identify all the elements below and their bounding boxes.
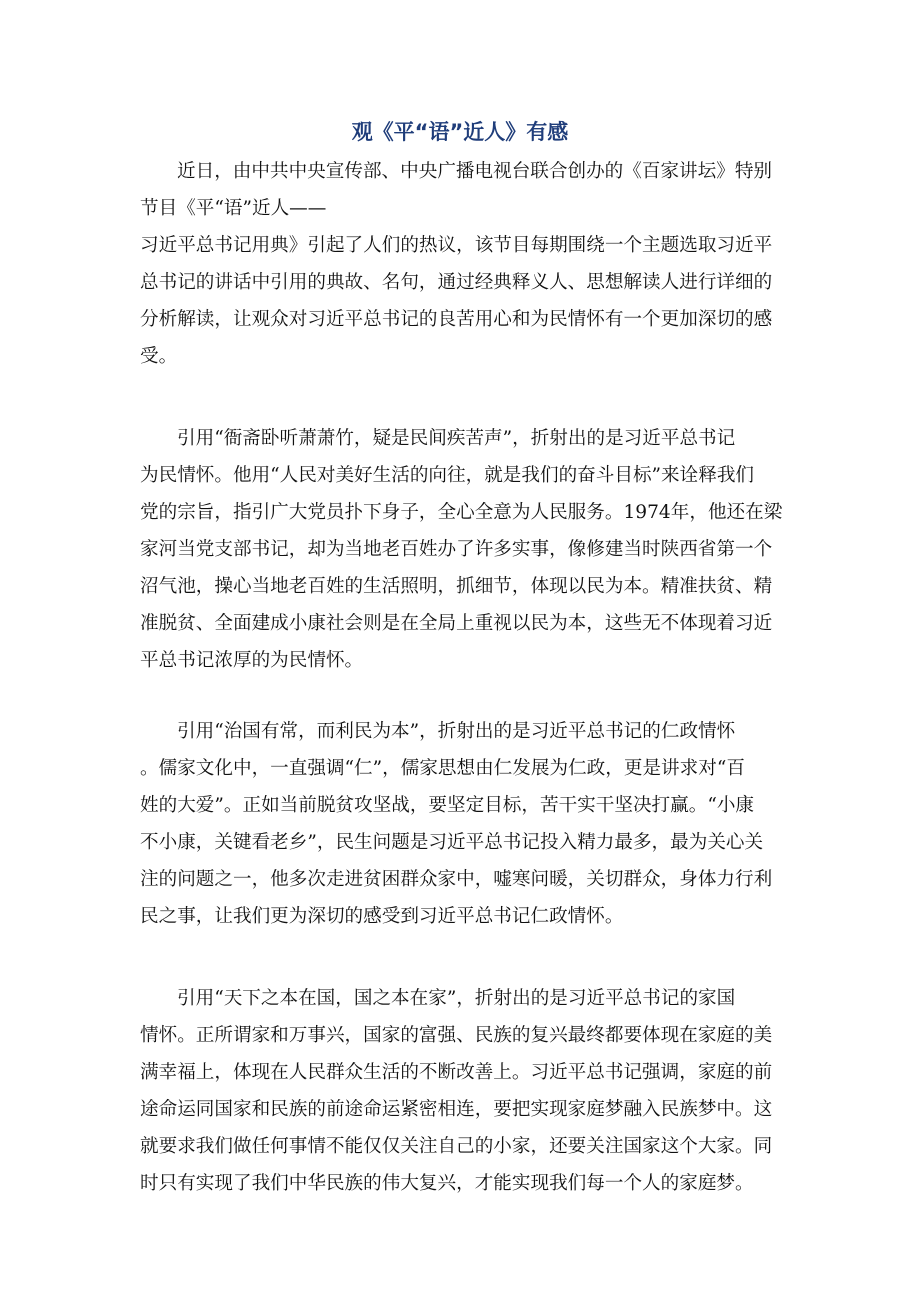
paragraph-line: 引用“天下之本在国，国之本在家”，折射出的是习近平总书记的家国 xyxy=(177,988,736,1009)
paragraph-line: 引用“治国有常，而利民为本”，折射出的是习近平总书记的仁政情怀 xyxy=(177,721,736,742)
paragraph-line: 不小康，关键看老乡”，民生问题是习近平总书记投入精力最多，最为关心关 xyxy=(140,832,764,853)
paragraph-line: 情怀。正所谓家和万事兴，国家的富强、民族的复兴最终都要体现在家庭的美 xyxy=(140,1025,773,1046)
paragraph-line: 习近平总书记用典》引起了人们的热议，该节目每期围绕一个主题选取习近平 xyxy=(140,235,773,256)
paragraph-line: 沼气池，操心当地老百姓的生活照明，抓细节，体现以民为本。精准扶贫、精 xyxy=(140,576,773,597)
paragraph-line: 姓的大爱”。正如当前脱贫攻坚战，要坚定目标，苦干实干坚决打赢。“小康 xyxy=(140,795,755,816)
paragraph-line: 准脱贫、全面建成小康社会则是在全局上重视以民为本，这些无不体现着习近 xyxy=(140,613,773,634)
paragraph-line: 时只有实现了我们中华民族的伟大复兴，才能实现我们每一个人的家庭梦。 xyxy=(140,1173,754,1194)
paragraph-line: 途命运同国家和民族的前途命运紧密相连，要把实现家庭梦融入民族梦中。这 xyxy=(140,1099,773,1120)
paragraph-line: 满幸福上，体现在人民群众生活的不断改善上。习近平总书记强调，家庭的前 xyxy=(140,1062,773,1083)
paragraph-line: 就要求我们做任何事情不能仅仅关注自己的小家，还要关注国家这个大家。同 xyxy=(140,1136,773,1157)
paragraph-line: 引用“衙斋卧听萧萧竹，疑是民间疾苦声”，折射出的是习近平总书记 xyxy=(177,428,736,449)
paragraph-line: 总书记的讲话中引用的典故、名句，通过经典释义人、思想解读人进行详细的 xyxy=(140,272,773,293)
document-title: 观《平“语”近人》有感 xyxy=(351,120,569,144)
paragraph-line: 党的宗旨，指引广大党员扑下身子，全心全意为人民服务。1974年，他还在梁 xyxy=(140,502,783,523)
paragraph-line: 节目《平“语”近人—— xyxy=(140,198,327,219)
paragraph-line: 民之事，让我们更为深切的感受到习近平总书记仁政情怀。 xyxy=(140,906,624,927)
paragraph-line: 分析解读，让观众对习近平总书记的良苦用心和为民情怀有一个更加深切的感 xyxy=(140,309,773,330)
paragraph-line: 受。 xyxy=(140,346,178,367)
paragraph-line: 注的问题之一，他多次走进贫困群众家中，嘘寒问暖，关切群众，身体力行利 xyxy=(140,869,773,890)
paragraph-line: 为民情怀。他用“人民对美好生活的向往，就是我们的奋斗目标”来诠释我们 xyxy=(140,465,755,486)
paragraph-line: 近日，由中共中央宣传部、中央广播电视台联合创办的《百家讲坛》特别 xyxy=(177,161,773,182)
paragraph-line: 平总书记浓厚的为民情怀。 xyxy=(140,650,364,671)
paragraph-line: 家河当党支部书记，却为当地老百姓办了许多实事，像修建当时陕西省第一个 xyxy=(140,539,773,560)
paragraph-line: 。儒家文化中，一直强调“仁”，儒家思想由仁发展为仁政，更是讲求对“百 xyxy=(140,758,745,779)
